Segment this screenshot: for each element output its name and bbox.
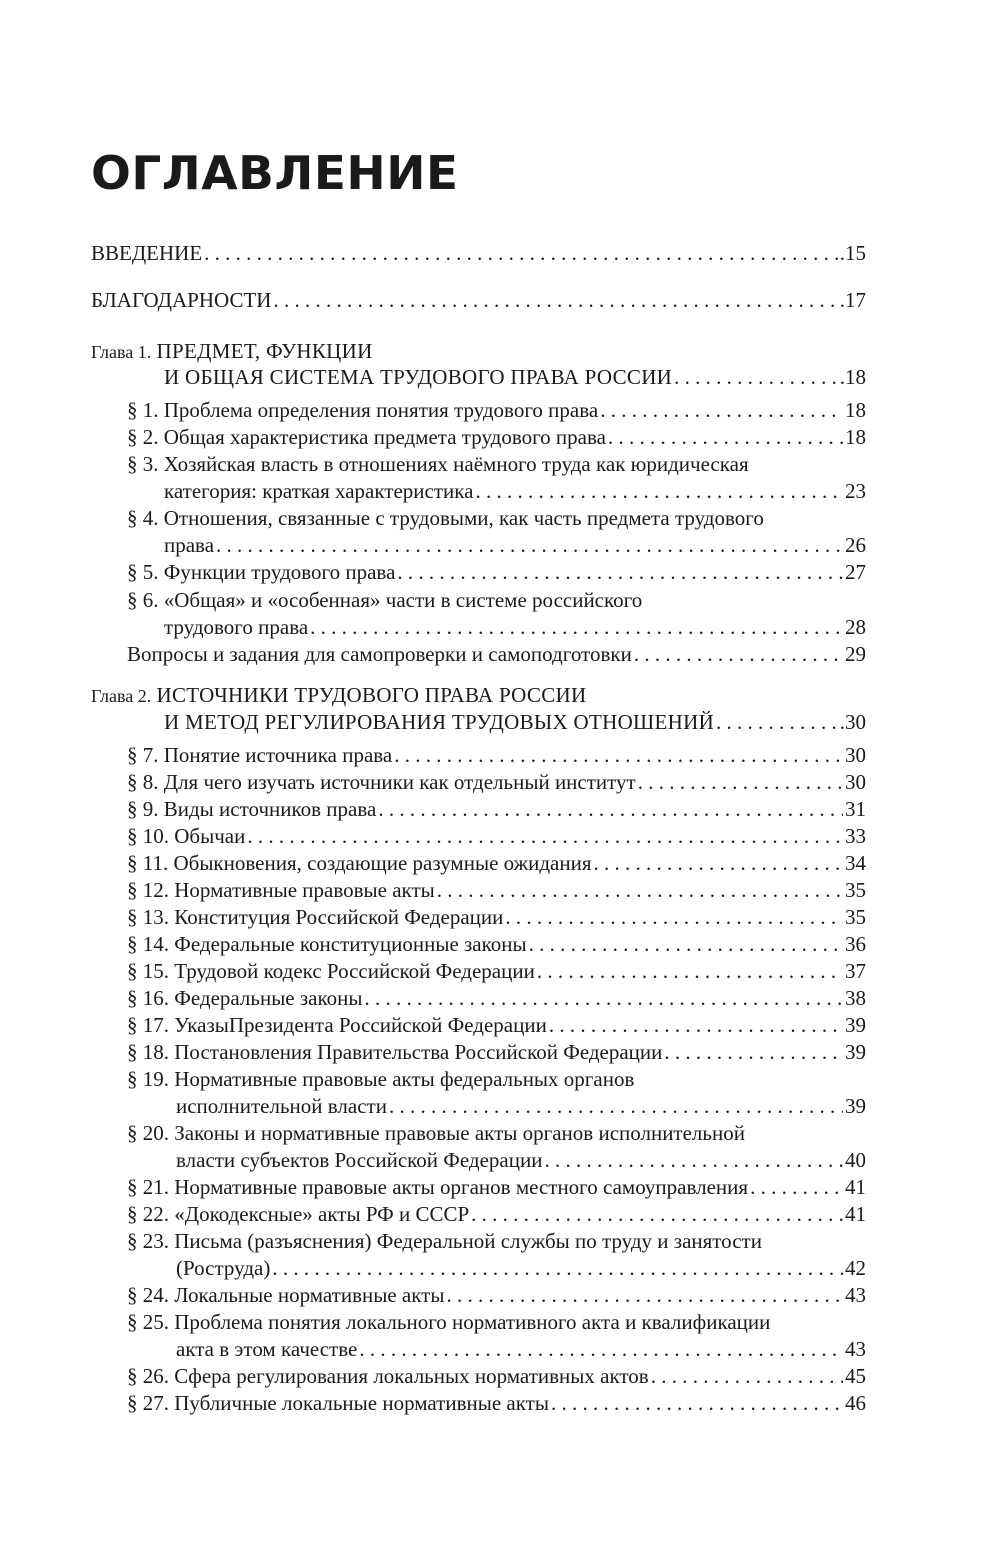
toc-entry-text: § 24. Локальные нормативные акты xyxy=(127,1283,445,1307)
toc-entry-s7[interactable] xyxy=(127,742,866,769)
toc-entry-text: права xyxy=(164,533,215,557)
toc-entry-s3-line1[interactable]: § 3. Хозяйская власть в отношениях наёмного труда как юридическая xyxy=(127,452,749,476)
toc-entry-intro[interactable] xyxy=(91,240,866,267)
toc-entry-s21[interactable] xyxy=(127,1174,866,1201)
toc-entry-s13[interactable] xyxy=(127,904,866,931)
toc-entry-text: § 1. Проблема определения понятия трудового права xyxy=(127,398,599,422)
toc-page-number: 46 xyxy=(845,1391,866,1415)
toc-entry-s26[interactable] xyxy=(127,1363,866,1390)
toc-entry-s19-line1[interactable]: § 19. Нормативные правовые акты федеральных органов xyxy=(127,1067,635,1091)
toc-entry-text: § 15. Трудовой кодекс Российской Федерации xyxy=(127,959,535,983)
toc-page-number: 18 xyxy=(845,425,866,449)
toc-entry-s5[interactable] xyxy=(127,559,866,586)
toc-entry-s14[interactable] xyxy=(127,931,866,958)
toc-entry-s19[interactable] xyxy=(176,1093,866,1120)
leader-dots xyxy=(549,1012,843,1039)
leader-dots xyxy=(664,1039,843,1066)
toc-entry-s6-line1[interactable]: § 6. «Общая» и «особенная» части в системе российского xyxy=(127,588,643,612)
toc-page-number: .15 xyxy=(839,241,866,265)
toc-entry-s16[interactable] xyxy=(127,985,866,1012)
toc-page-number: 37 xyxy=(845,959,866,983)
toc-entry-s20-line1[interactable]: § 20. Законы и нормативные правовые акты органов исполнительной xyxy=(127,1121,745,1145)
chapter-2-title-line2[interactable] xyxy=(164,709,866,736)
toc-entry-s20[interactable] xyxy=(176,1147,866,1174)
toc-entry-s1[interactable] xyxy=(127,397,866,424)
toc-page-number: 40 xyxy=(845,1148,866,1172)
toc-page-number: 29 xyxy=(845,642,866,666)
toc-page-number: 28 xyxy=(845,615,866,639)
toc-page-number: 41 xyxy=(845,1202,866,1226)
leader-dots xyxy=(216,532,843,559)
leader-dots xyxy=(364,985,843,1012)
toc-entry-text: ВВЕДЕНИЕ xyxy=(91,241,203,265)
chapter-1-title-line2[interactable] xyxy=(164,364,866,391)
leader-dots xyxy=(544,1147,843,1174)
chapter-title-line: ПРЕДМЕТ, ФУНКЦИИ xyxy=(156,339,373,363)
leader-dots xyxy=(272,1255,843,1282)
leader-dots xyxy=(674,364,838,391)
toc-entry-text: § 10. Обычаи xyxy=(127,824,246,848)
toc-page-number: 45 xyxy=(845,1364,866,1388)
toc-entry-s9[interactable] xyxy=(127,796,866,823)
toc-entry-s6[interactable] xyxy=(164,614,866,641)
toc-entry-text: § 2. Общая характеристика предмета трудового права xyxy=(127,425,606,449)
leader-dots xyxy=(475,478,843,505)
toc-entry-text: акта в этом качестве xyxy=(176,1337,358,1361)
leader-dots xyxy=(716,709,838,736)
toc-entry-s25[interactable] xyxy=(176,1336,866,1363)
toc-page-number: .18 xyxy=(839,365,866,389)
toc-entry-s22[interactable] xyxy=(127,1201,866,1228)
toc-entry-text: (Роструда) xyxy=(176,1256,271,1280)
toc-page-number: 42 xyxy=(845,1256,866,1280)
toc-page-number: 36 xyxy=(845,932,866,956)
chapter-label: Глава 2. xyxy=(91,686,152,706)
leader-dots xyxy=(378,796,843,823)
toc-entry-text: § 14. Федеральные конституционные законы xyxy=(127,932,527,956)
toc-entry-text: § 5. Функции трудового права xyxy=(127,560,396,584)
leader-dots xyxy=(600,397,843,424)
toc-entry-s27[interactable] xyxy=(127,1390,866,1417)
toc-entry-s24[interactable] xyxy=(127,1282,866,1309)
toc-page-number: 43 xyxy=(845,1283,866,1307)
toc-page-number: .17 xyxy=(839,288,866,312)
leader-dots xyxy=(471,1201,843,1228)
leader-dots xyxy=(651,1363,843,1390)
toc-entry-s2[interactable] xyxy=(127,424,866,451)
toc-entry-text: исполнительной власти xyxy=(176,1094,387,1118)
toc-page-number: 35 xyxy=(845,905,866,929)
leader-dots xyxy=(446,1282,843,1309)
leader-dots xyxy=(638,769,843,796)
page-title: ОГЛАВЛЕНИЕ xyxy=(91,146,459,200)
toc-entry-thanks[interactable] xyxy=(91,287,866,314)
toc-entry-text: § 7. Понятие источника права xyxy=(127,743,393,767)
toc-entry-s8[interactable] xyxy=(127,769,866,796)
chapter-title-line: И МЕТОД РЕГУЛИРОВАНИЯ ТРУДОВЫХ ОТНОШЕНИЙ xyxy=(164,710,715,734)
leader-dots xyxy=(537,958,843,985)
leader-dots xyxy=(551,1390,843,1417)
toc-page-number: 27 xyxy=(845,560,866,584)
toc-entry-s3[interactable] xyxy=(164,478,866,505)
toc-page-number: 34 xyxy=(845,851,866,875)
toc-entry-text: § 8. Для чего изучать источники как отдельный институт xyxy=(127,770,636,794)
toc-entry-text: БЛАГОДАРНОСТИ xyxy=(91,288,272,312)
toc-page-number: 31 xyxy=(845,797,866,821)
leader-dots xyxy=(389,1093,843,1120)
toc-page-number: 39 xyxy=(845,1040,866,1064)
toc-entry-s25-line1[interactable]: § 25. Проблема понятия локального нормативного акта и квалификации xyxy=(127,1310,771,1334)
toc-entry-text: трудового права xyxy=(164,615,309,639)
toc-entry-text: § 11. Обыкновения, создающие разумные ожидания xyxy=(127,851,592,875)
leader-dots xyxy=(608,424,843,451)
toc-entry-s17[interactable] xyxy=(127,1012,866,1039)
toc-entry-s15[interactable] xyxy=(127,958,866,985)
toc-entry-text: Вопросы и задания для самопроверки и самоподготовки xyxy=(127,642,632,666)
toc-entry-s4[interactable] xyxy=(164,532,866,559)
toc-entry-s18[interactable] xyxy=(127,1039,866,1066)
toc-entry-questions[interactable] xyxy=(127,641,866,668)
toc-entry-s11[interactable] xyxy=(127,850,866,877)
toc-entry-s23-line1[interactable]: § 23. Письма (разъяснения) Федеральной службы по труду и занятости xyxy=(127,1229,762,1253)
toc-entry-text: § 26. Сфера регулирования локальных нормативных актов xyxy=(127,1364,649,1388)
toc-page-number: 23 xyxy=(845,479,866,503)
toc-page-number: 39 xyxy=(845,1094,866,1118)
leader-dots xyxy=(204,240,838,267)
leader-dots xyxy=(359,1336,843,1363)
toc-page-number: 26 xyxy=(845,533,866,557)
toc-page-number: 33 xyxy=(845,824,866,848)
toc-entry-s12[interactable] xyxy=(127,877,866,904)
toc-page-number: 18 xyxy=(845,398,866,422)
toc-entry-text: § 21. Нормативные правовые акты органов местного самоуправления xyxy=(127,1175,749,1199)
toc-page-number: 38 xyxy=(845,986,866,1010)
leader-dots xyxy=(394,742,843,769)
toc-entry-text: § 27. Публичные локальные нормативные акты xyxy=(127,1391,549,1415)
leader-dots xyxy=(594,850,843,877)
toc-entry-text: § 22. «Докодексные» акты РФ и СССР xyxy=(127,1202,470,1226)
chapter-title-line: И ОБЩАЯ СИСТЕМА ТРУДОВОГО ПРАВА РОССИИ xyxy=(164,365,673,389)
toc-entry-text: § 17. УказыПрезидента Российской Федерации xyxy=(127,1013,547,1037)
leader-dots xyxy=(634,641,843,668)
toc-entry-text: власти субъектов Российской Федерации xyxy=(176,1148,543,1172)
toc-entry-text: § 12. Нормативные правовые акты xyxy=(127,878,435,902)
chapter-2-heading[interactable] xyxy=(91,682,586,710)
toc-page-number: 30 xyxy=(845,770,866,794)
leader-dots xyxy=(397,559,843,586)
toc-entry-s23[interactable] xyxy=(176,1255,866,1282)
leader-dots xyxy=(437,877,843,904)
toc-page-number: .30 xyxy=(839,710,866,734)
toc-entry-text: § 13. Конституция Российской Федерации xyxy=(127,905,504,929)
leader-dots xyxy=(310,614,843,641)
toc-page-number: 35 xyxy=(845,878,866,902)
toc-page-number: 41 xyxy=(845,1175,866,1199)
chapter-1-heading[interactable] xyxy=(91,338,373,366)
toc-entry-s4-line1[interactable]: § 4. Отношения, связанные с трудовыми, как часть предмета трудового xyxy=(127,506,764,530)
toc-page-number: 43 xyxy=(845,1337,866,1361)
toc-entry-text: § 18. Постановления Правительства Российской Федерации xyxy=(127,1040,663,1064)
leader-dots xyxy=(273,287,837,314)
toc-page-number: 39 xyxy=(845,1013,866,1037)
toc-entry-s10[interactable] xyxy=(127,823,866,850)
toc-entry-text: § 16. Федеральные законы xyxy=(127,986,363,1010)
toc-entry-text: § 9. Виды источников права xyxy=(127,797,377,821)
leader-dots xyxy=(247,823,843,850)
chapter-title-line: ИСТОЧНИКИ ТРУДОВОГО ПРАВА РОССИИ xyxy=(156,683,587,707)
chapter-label: Глава 1. xyxy=(91,342,152,362)
leader-dots xyxy=(750,1174,843,1201)
leader-dots xyxy=(505,904,843,931)
toc-page-number: 30 xyxy=(845,743,866,767)
leader-dots xyxy=(529,931,843,958)
toc-entry-text: категория: краткая характеристика xyxy=(164,479,474,503)
